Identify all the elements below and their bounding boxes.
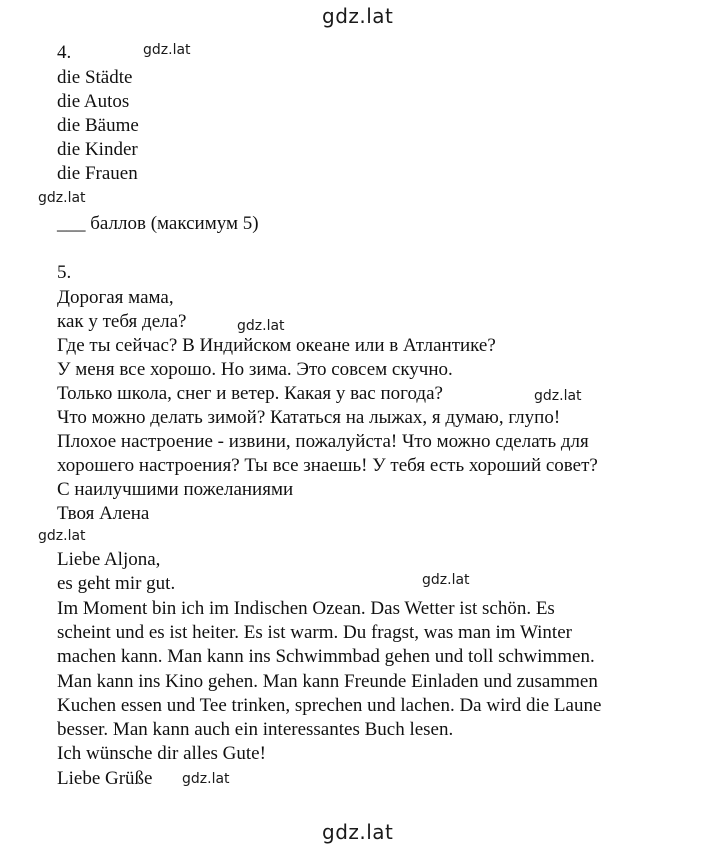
task4-item: die Städte: [57, 67, 133, 88]
watermark-bottom: gdz.lat: [322, 820, 394, 844]
watermark-top: gdz.lat: [322, 4, 394, 28]
watermark: gdz.lat: [182, 771, 230, 787]
letter-de-line: es geht mir gut.: [57, 573, 176, 594]
letter-de-line: Ich wünsche dir alles Gute!: [57, 743, 266, 764]
letter-ru-line: как у тебя дела?: [57, 311, 187, 332]
letter-de-line: Im Moment bin ich im Indischen Ozean. Das Wetter ist schön. Es: [57, 598, 555, 619]
letter-ru-line: хорошего настроения? Ты все знаешь! У тебя есть хороший совет?: [57, 455, 598, 476]
watermark: gdz.lat: [237, 318, 285, 334]
task4-score: ___ баллов (максимум 5): [57, 213, 259, 234]
task5-number: 5.: [57, 262, 72, 283]
letter-de-line: Kuchen essen und Tee trinken, sprechen und lachen. Da wird die Laune: [57, 695, 602, 716]
letter-de-line: Liebe Grüße: [57, 768, 153, 789]
task4-item: die Autos: [57, 91, 130, 112]
task4-number: 4.: [57, 42, 72, 63]
letter-ru-line: Только школа, снег и ветер. Какая у вас погода?: [57, 383, 443, 404]
watermark: gdz.lat: [143, 42, 191, 58]
letter-ru-line: С наилучшими пожеланиями: [57, 479, 294, 500]
watermark: gdz.lat: [38, 528, 86, 544]
letter-de-line: Liebe Aljona,: [57, 549, 161, 570]
watermark: gdz.lat: [534, 388, 582, 404]
watermark: gdz.lat: [38, 190, 86, 206]
letter-de-line: besser. Man kann auch ein interessantes Buch lesen.: [57, 719, 454, 740]
letter-de-line: scheint und es ist heiter. Es ist warm. Du fragst, was man im Winter: [57, 622, 572, 643]
letter-ru-line: Где ты сейчас? В Индийском океане или в Атлантике?: [57, 335, 496, 356]
letter-ru-line: У меня все хорошо. Но зима. Это совсем скучно.: [57, 359, 453, 380]
task4-item: die Frauen: [57, 163, 138, 184]
watermark: gdz.lat: [422, 572, 470, 588]
letter-ru-line: Твоя Алена: [57, 503, 150, 524]
letter-de-line: Man kann ins Kino gehen. Man kann Freunde Einladen und zusammen: [57, 671, 598, 692]
letter-ru-line: Плохое настроение - извини, пожалуйста! Что можно сделать для: [57, 431, 589, 452]
letter-ru-line: Дорогая мама,: [57, 287, 174, 308]
task4-item: die Kinder: [57, 139, 138, 160]
task4-item: die Bäume: [57, 115, 139, 136]
letter-ru-line: Что можно делать зимой? Кататься на лыжах, я думаю, глупо!: [57, 407, 561, 428]
letter-de-line: machen kann. Man kann ins Schwimmbad gehen und toll schwimmen.: [57, 646, 595, 667]
